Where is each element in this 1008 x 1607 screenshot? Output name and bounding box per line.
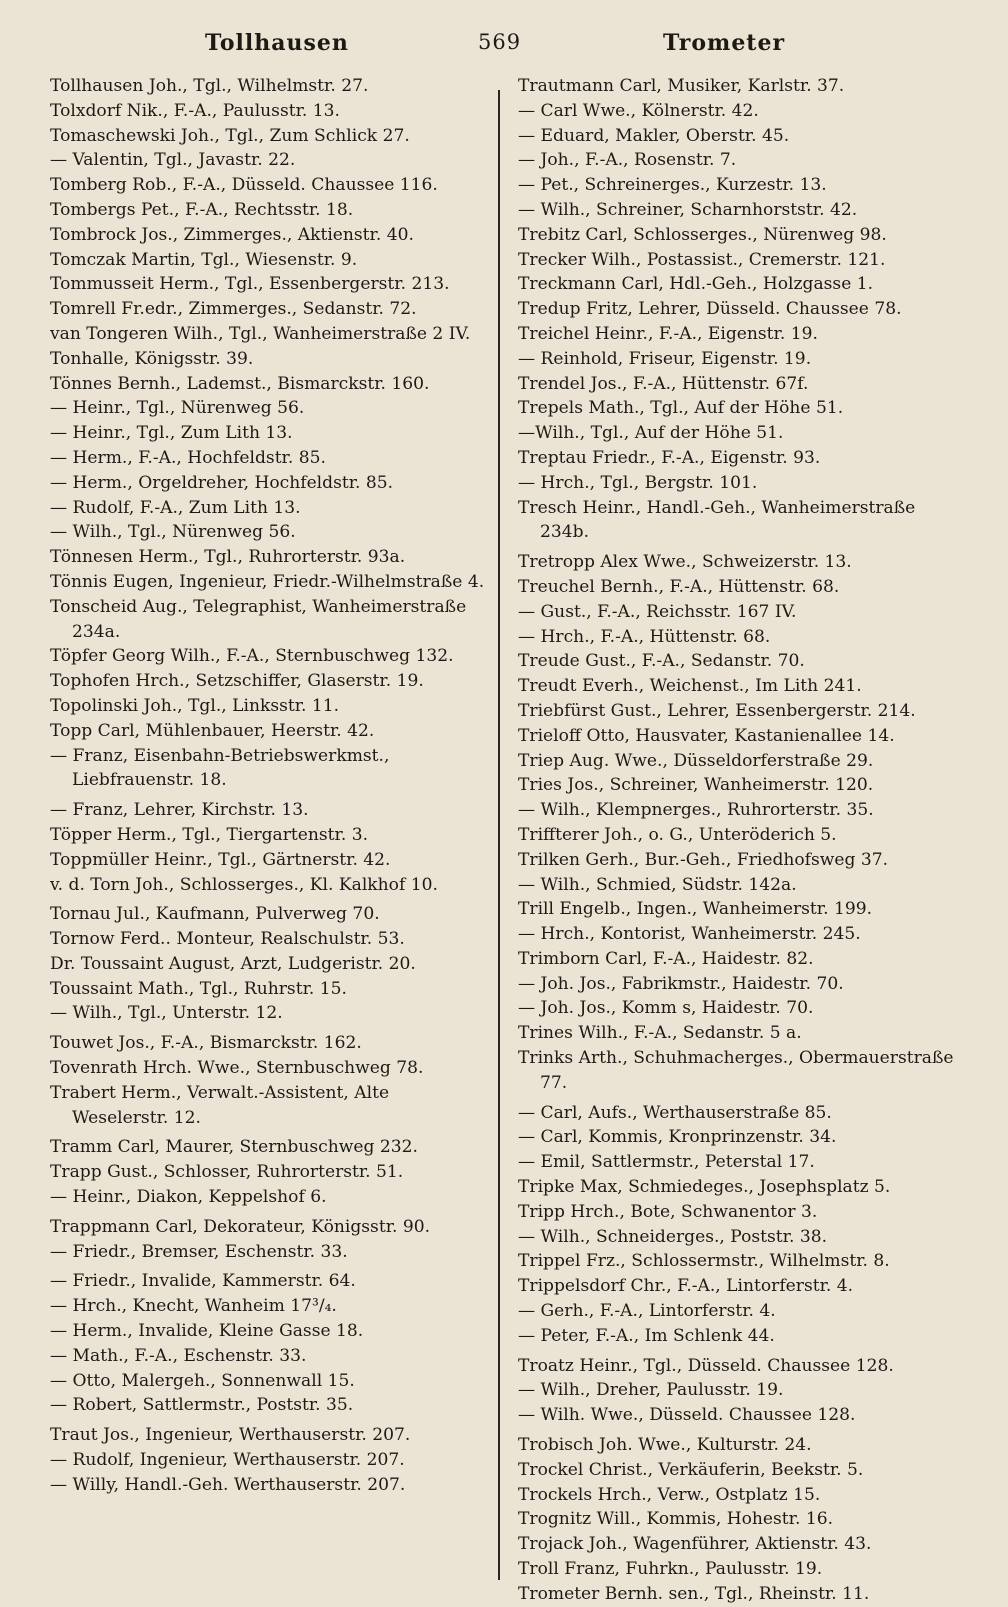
- directory-entry: Tonhalle, Königsstr. 39.: [50, 348, 254, 369]
- directory-entry: Trabert Herm., Verwalt.-Assistent, Alte Weselerstr. 12.: [50, 1082, 390, 1128]
- directory-entry: Topolinski Joh., Tgl., Linksstr. 11.: [50, 695, 340, 716]
- directory-entry: Trappmann Carl, Dekorateur, Königsstr. 90.: [50, 1216, 431, 1237]
- directory-entry: — Gust., F.-A., Reichsstr. 167 IV.: [518, 601, 797, 622]
- directory-entry: Treptau Friedr., F.-A., Eigenstr. 93.: [518, 447, 821, 468]
- directory-entry: Treichel Heinr., F.-A., Eigenstr. 19.: [518, 323, 818, 344]
- directory-entry: — Math., F.-A., Eschenstr. 33.: [50, 1345, 307, 1366]
- directory-entry: — Wilh., Dreher, Paulusstr. 19.: [518, 1380, 784, 1401]
- directory-entry: Tomczak Martin, Tgl., Wiesenstr. 9.: [50, 249, 358, 270]
- column-divider: [498, 90, 500, 1580]
- directory-entry: Treckmann Carl, Hdl.-Geh., Holzgasse 1.: [518, 274, 874, 295]
- directory-entry: Triffterer Joh., o. G., Unteröderich 5.: [518, 824, 837, 845]
- directory-entry: Trockels Hrch., Verw., Ostplatz 15.: [518, 1484, 821, 1505]
- directory-entry: Tophofen Hrch., Setzschiffer, Glaserstr. 19.: [50, 671, 424, 692]
- directory-entry: Troll Franz, Fuhrkn., Paulusstr. 19.: [518, 1559, 823, 1580]
- directory-entry: — Herm., F.-A., Hochfeldstr. 85.: [50, 447, 326, 468]
- directory-entry: Trimborn Carl, F.-A., Haidestr. 82.: [518, 948, 814, 969]
- directory-entry: Trobisch Joh. Wwe., Kulturstr. 24.: [518, 1435, 812, 1456]
- directory-entry: — Wilh., Tgl., Nürenweg 56.: [50, 522, 296, 543]
- header-first-entry: Tollhausen: [205, 30, 349, 56]
- directory-entry: — Rudolf, Ingenieur, Werthauserstr. 207.: [50, 1450, 405, 1471]
- directory-entry: Trilken Gerh., Bur.-Geh., Friedhofsweg 37.: [518, 849, 889, 870]
- directory-entry: Trines Wilh., F.-A., Sedanstr. 5 a.: [518, 1023, 802, 1044]
- directory-entry: Trebitz Carl, Schlosserges., Nürenweg 98.: [518, 224, 887, 245]
- directory-entry: Trendel Jos., F.-A., Hüttenstr. 67f.: [518, 373, 809, 394]
- directory-entry: Troatz Heinr., Tgl., Düsseld. Chaussee 128.: [518, 1355, 894, 1376]
- directory-entry: — Carl, Aufs., Werthauserstraße 85.: [518, 1102, 832, 1123]
- directory-entry: Tombergs Pet., F.-A., Rechtsstr. 18.: [50, 199, 354, 220]
- directory-entry: — Willy, Handl.-Geh. Werthauserstr. 207.: [50, 1474, 406, 1495]
- directory-entry: Treudt Everh., Weichenst., Im Lith 241.: [518, 676, 862, 697]
- directory-entry: v. d. Torn Joh., Schlosserges., Kl. Kalkhof 10.: [50, 874, 438, 895]
- directory-entry: — Rudolf, F.-A., Zum Lith 13.: [50, 497, 301, 518]
- directory-entry: Toussaint Math., Tgl., Ruhrstr. 15.: [50, 978, 347, 999]
- directory-entry: Tonscheid Aug., Telegraphist, Wanheimerstraße 234a.: [50, 596, 467, 642]
- directory-entry: Trepels Math., Tgl., Auf der Höhe 51.: [518, 398, 844, 419]
- directory-entry: Triep Aug. Wwe., Düsseldorferstraße 29.: [518, 750, 874, 771]
- directory-entry: — Wilh., Schmied, Südstr. 142a.: [518, 874, 797, 895]
- directory-entry: — Gerh., F.-A., Lintorferstr. 4.: [518, 1301, 776, 1322]
- directory-entry: — Hrch., Kontorist, Wanheimerstr. 245.: [518, 924, 861, 945]
- directory-entry: Tönnis Eugen, Ingenieur, Friedr.-Wilhelmstraße 4.: [50, 571, 485, 592]
- directory-entry: — Emil, Sattlermstr., Peterstal 17.: [518, 1152, 815, 1173]
- directory-entry: Tommusseit Herm., Tgl., Essenbergerstr. 213.: [50, 274, 450, 295]
- directory-entry: — Hrch., Tgl., Bergstr. 101.: [518, 472, 758, 493]
- directory-entry: — Wilh., Tgl., Unterstr. 12.: [50, 1003, 283, 1024]
- right-column: [518, 74, 958, 1607]
- directory-entry: — Herm., Orgeldreher, Hochfeldstr. 85.: [50, 472, 394, 493]
- directory-entry: — Wilh., Klempnerges., Ruhrorterstr. 35.: [518, 800, 874, 821]
- directory-entry: Trecker Wilh., Postassist., Cremerstr. 121.: [518, 249, 886, 270]
- directory-entry: — Heinr., Tgl., Nürenweg 56.: [50, 398, 305, 419]
- directory-entry: Tönnesen Herm., Tgl., Ruhrorterstr. 93a.: [50, 547, 406, 568]
- directory-entry: — Friedr., Bremser, Eschenstr. 33.: [50, 1241, 348, 1262]
- directory-entry: Treuchel Bernh., F.-A., Hüttenstr. 68.: [518, 576, 840, 597]
- directory-entry: Tollhausen Joh., Tgl., Wilhelmstr. 27.: [50, 76, 369, 96]
- directory-entry: Tovenrath Hrch. Wwe., Sternbuschweg 78.: [50, 1058, 424, 1079]
- directory-entry: Trippelsdorf Chr., F.-A., Lintorferstr. 4.: [518, 1276, 854, 1297]
- directory-entry: Trognitz Will., Kommis, Hohestr. 16.: [518, 1509, 833, 1530]
- page-header: [0, 30, 1008, 70]
- directory-entry: Tolxdorf Nik., F.-A., Paulusstr. 13.: [50, 100, 340, 121]
- directory-entry: Töpfer Georg Wilh., F.-A., Sternbuschweg 132.: [50, 646, 454, 667]
- directory-entry: Tresch Heinr., Handl.-Geh., Wanheimerstraße 234b.: [518, 497, 916, 543]
- directory-entry: Tornau Jul., Kaufmann, Pulverweg 70.: [50, 904, 380, 925]
- directory-entry: Triebfürst Gust., Lehrer, Essenbergerstr. 214.: [518, 700, 916, 721]
- directory-entry: Trieloff Otto, Hausvater, Kastanienallee 14.: [518, 725, 895, 746]
- directory-entry: Topp Carl, Mühlenbauer, Heerstr. 42.: [50, 720, 375, 741]
- directory-entry: — Hrch., Knecht, Wanheim 17³/₄.: [50, 1296, 337, 1317]
- directory-entry: Touwet Jos., F.-A., Bismarckstr. 162.: [50, 1033, 362, 1054]
- directory-entry: — Joh. Jos., Komm s, Haidestr. 70.: [518, 998, 814, 1019]
- directory-entry: — Carl Wwe., Kölnerstr. 42.: [518, 100, 759, 121]
- directory-entry: Tredup Fritz, Lehrer, Düsseld. Chaussee 78.: [518, 299, 902, 320]
- directory-entry: Töpper Herm., Tgl., Tiergartenstr. 3.: [50, 824, 369, 845]
- page-number: 569: [478, 30, 522, 54]
- directory-entry: Trautmann Carl, Musiker, Karlstr. 37.: [518, 76, 845, 96]
- directory-entry: Tripp Hrch., Bote, Schwanentor 3.: [518, 1201, 818, 1222]
- directory-entry: Tripke Max, Schmiedeges., Josephsplatz 5.: [518, 1177, 891, 1198]
- left-column: [50, 74, 490, 1498]
- directory-entry: Tomberg Rob., F.-A., Düsseld. Chaussee 116.: [50, 175, 438, 196]
- directory-entry: — Franz, Eisenbahn-Betriebswerkmst., Liebfrauenstr. 18.: [50, 745, 390, 791]
- directory-entry: — Hrch., F.-A., Hüttenstr. 68.: [518, 626, 771, 647]
- directory-entry: — Otto, Malergeh., Sonnenwall 15.: [50, 1370, 355, 1391]
- header-last-entry: Trometer: [663, 30, 786, 56]
- directory-entry: — Valentin, Tgl., Javastr. 22.: [50, 150, 296, 171]
- directory-entry: Trockel Christ., Verkäuferin, Beekstr. 5.: [518, 1459, 864, 1480]
- directory-entry: Tombrock Jos., Zimmerges., Aktienstr. 40.: [50, 224, 414, 245]
- directory-entry: — Robert, Sattlermstr., Poststr. 35.: [50, 1395, 354, 1416]
- directory-entry: Tönnes Bernh., Lademst., Bismarckstr. 160.: [50, 373, 430, 394]
- directory-entry: Toppmüller Heinr., Tgl., Gärtnerstr. 42.: [50, 849, 391, 870]
- directory-entry: Trometer Bernh. sen., Tgl., Rheinstr. 11.: [518, 1583, 870, 1604]
- directory-entry: Trapp Gust., Schlosser, Ruhrorterstr. 51.: [50, 1162, 404, 1183]
- directory-entry: — Joh. Jos., Fabrikmstr., Haidestr. 70.: [518, 973, 844, 994]
- directory-entry: Trippel Frz., Schlossermstr., Wilhelmstr. 8.: [518, 1251, 890, 1272]
- directory-entry: — Franz, Lehrer, Kirchstr. 13.: [50, 800, 309, 821]
- directory-entry: — Carl, Kommis, Kronprinzenstr. 34.: [518, 1127, 837, 1148]
- directory-entry: Treude Gust., F.-A., Sedanstr. 70.: [518, 651, 805, 672]
- directory-entry: — Pet., Schreinerges., Kurzestr. 13.: [518, 175, 827, 196]
- directory-entry: Trill Engelb., Ingen., Wanheimerstr. 199.: [518, 899, 873, 920]
- directory-entry: — Peter, F.-A., Im Schlenk 44.: [518, 1325, 775, 1346]
- directory-entry: — Herm., Invalide, Kleine Gasse 18.: [50, 1321, 364, 1342]
- directory-entry: — Wilh., Schneiderges., Poststr. 38.: [518, 1226, 828, 1247]
- directory-entry: Trojack Joh., Wagenführer, Aktienstr. 43.: [518, 1534, 872, 1555]
- directory-entry: — Wilh., Schreiner, Scharnhorststr. 42.: [518, 199, 858, 220]
- directory-entry: — Reinhold, Friseur, Eigenstr. 19.: [518, 348, 812, 369]
- directory-entry: —Wilh., Tgl., Auf der Höhe 51.: [518, 423, 784, 444]
- directory-entry: Traut Jos., Ingenieur, Werthauserstr. 207.: [50, 1425, 411, 1446]
- directory-entry: Tomaschewski Joh., Tgl., Zum Schlick 27.: [50, 125, 410, 146]
- directory-entry: Trinks Arth., Schuhmacherges., Obermauerstraße 77.: [518, 1048, 954, 1093]
- directory-entry: van Tongeren Wilh., Tgl., Wanheimerstraße 2 IV.: [50, 323, 471, 344]
- directory-entry: — Heinr., Diakon, Keppelshof 6.: [50, 1187, 327, 1208]
- directory-entry: Dr. Toussaint August, Arzt, Ludgeristr. 20.: [50, 953, 416, 974]
- directory-entry: — Wilh. Wwe., Düsseld. Chaussee 128.: [518, 1405, 856, 1426]
- directory-entry: Tornow Ferd.. Monteur, Realschulstr. 53.: [50, 929, 405, 950]
- directory-entry: Tramm Carl, Maurer, Sternbuschweg 232.: [50, 1137, 418, 1158]
- directory-entry: Tomrell Fr.edr., Zimmerges., Sedanstr. 72.: [50, 299, 417, 320]
- directory-entry: — Joh., F.-A., Rosenstr. 7.: [518, 150, 737, 171]
- directory-entry: — Friedr., Invalide, Kammerstr. 64.: [50, 1271, 356, 1292]
- directory-entry: Tries Jos., Schreiner, Wanheimerstr. 120.: [518, 775, 874, 796]
- directory-entry: — Heinr., Tgl., Zum Lith 13.: [50, 423, 293, 444]
- directory-entry: — Eduard, Makler, Oberstr. 45.: [518, 125, 790, 146]
- directory-entry: Tretropp Alex Wwe., Schweizerstr. 13.: [518, 552, 852, 573]
